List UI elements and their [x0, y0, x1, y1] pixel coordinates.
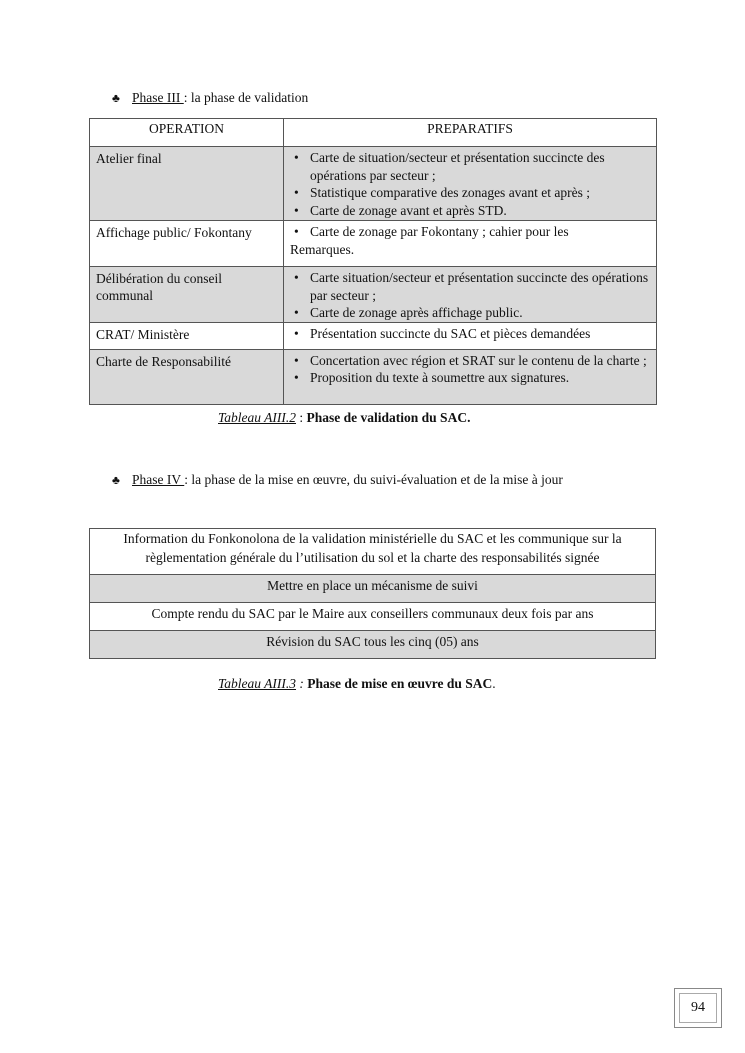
- table-header-row: [90, 119, 657, 147]
- list-item: • Proposition du texte à soumettre aux signatures.: [290, 369, 650, 387]
- table2-caption: [218, 676, 496, 692]
- table-row: [90, 221, 657, 267]
- preparatifs-cell: [284, 267, 657, 323]
- table-cell: Information du Fonkonolona de la validation ministérielle du SAC et les communique sur la règlementation générale du l’utilisation du sol et la charte des responsabilités signée: [90, 529, 656, 575]
- table-cell: Compte rendu du SAC par le Maire aux conseillers communaux deux fois par ans: [90, 603, 656, 631]
- operation-cell: CRAT/ Ministère: [90, 322, 284, 349]
- page-number-box: [674, 988, 722, 1028]
- list-item: • Concertation avec région et SRAT sur le contenu de la charte ;: [290, 352, 650, 370]
- table-cell: Mettre en place un mécanisme de suivi: [90, 575, 656, 603]
- phase3-title: Phase III: [132, 90, 184, 105]
- caption-title: Phase de validation du SAC.: [306, 410, 471, 425]
- table-row: [90, 575, 656, 603]
- page-number: 94: [679, 993, 717, 1023]
- caption-label: Tableau AIII.3: [218, 676, 297, 691]
- list-item: • Carte de zonage avant et après STD.: [290, 202, 650, 220]
- table-row: [90, 349, 657, 404]
- preparatifs-cell: [284, 221, 657, 267]
- phase4-subtitle: : la phase de la mise en œuvre, du suivi-évaluation et de la mise à jour: [184, 472, 563, 487]
- phase3-heading: [112, 90, 308, 106]
- header-operation: OPERATION: [90, 119, 284, 147]
- list-item: • Présentation succincte du SAC et pièces demandées: [290, 325, 650, 343]
- club-icon: ♣: [112, 91, 120, 105]
- preparatifs-cell: [284, 147, 657, 221]
- table-row: [90, 322, 657, 349]
- validation-table: [89, 118, 657, 405]
- operation-cell: Atelier final: [90, 147, 284, 221]
- implementation-table: [89, 528, 656, 659]
- table-row: [90, 267, 657, 323]
- table-row: [90, 631, 656, 659]
- header-preparatifs: PREPARATIFS: [284, 119, 657, 147]
- club-icon: ♣: [112, 473, 120, 487]
- list-item: • Carte de situation/secteur et présentation succincte des opérations par secteur ;: [290, 149, 650, 184]
- caption-separator: :: [296, 676, 308, 691]
- table-cell: Révision du SAC tous les cinq (05) ans: [90, 631, 656, 659]
- list-item: • Statistique comparative des zonages avant et après ;: [290, 184, 650, 202]
- preparatifs-line: Remarques.: [290, 242, 355, 257]
- preparatifs-line: [290, 223, 650, 241]
- table-row: [90, 147, 657, 221]
- phase4-heading: [112, 472, 563, 488]
- preparatifs-cell: [284, 322, 657, 349]
- list-item: • Carte situation/secteur et présentation succincte des opérations par secteur ;: [290, 269, 650, 304]
- bullet-icon: •: [294, 224, 299, 239]
- operation-cell: Charte de Responsabilité: [90, 349, 284, 404]
- phase4-title: Phase IV: [132, 472, 185, 487]
- caption-end: .: [492, 676, 496, 691]
- phase3-subtitle: : la phase de validation: [183, 90, 309, 105]
- table-row: [90, 603, 656, 631]
- operation-cell: Délibération du conseil communal: [90, 267, 284, 323]
- list-item: • Carte de zonage après affichage public.: [290, 304, 650, 322]
- caption-separator: :: [296, 410, 307, 425]
- preparatifs-cell: [284, 349, 657, 404]
- table-row: [90, 529, 656, 575]
- preparatifs-text: Carte de zonage par Fokontany ; cahier pour les: [310, 224, 569, 239]
- operation-cell: Affichage public/ Fokontany: [90, 221, 284, 267]
- table1-caption: [218, 410, 470, 426]
- caption-title: Phase de mise en œuvre du SAC: [307, 676, 493, 691]
- caption-label: Tableau AIII.2: [218, 410, 297, 425]
